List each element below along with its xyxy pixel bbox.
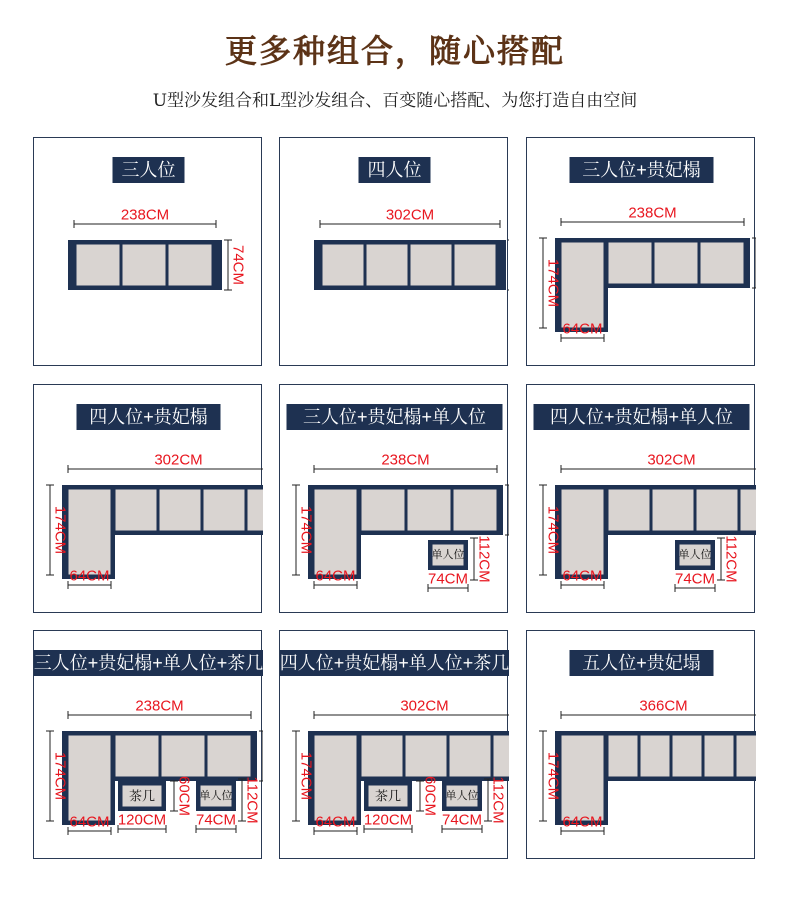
chaise-cushion (68, 489, 111, 575)
sofa-diagram (527, 385, 756, 614)
sofa-width-label: 302CM (647, 451, 696, 469)
combination-panel (279, 630, 508, 859)
chaise-cushion (68, 735, 111, 821)
combination-title: 三人位+贵妃榻 (582, 160, 701, 180)
combination-title: 四人位+贵妃榻 (89, 407, 208, 427)
combination-title: 五人位+贵妃塌 (582, 653, 701, 673)
single-width-label: 74CM (427, 570, 469, 588)
chaise-width-label: 64CM (562, 813, 603, 831)
chaise-cushion (561, 489, 604, 575)
combination-panel (526, 384, 755, 613)
single-seat-label: 单人位 (678, 549, 712, 561)
seat-cushion (207, 735, 251, 777)
coffee-table-label: 茶几 (374, 788, 402, 804)
seat-cushion (493, 735, 509, 777)
sofa-diagram (527, 631, 756, 860)
chaise-cushion (561, 735, 604, 821)
seat-cushion (247, 489, 263, 531)
seat-cushion (654, 242, 698, 284)
table-width-label: 120CM (117, 811, 167, 829)
sofa-width-label: 302CM (154, 451, 203, 469)
seat-cushion (407, 489, 451, 531)
combination-title: 四人位+贵妃榻+单人位 (549, 407, 734, 427)
seat-cushion (115, 735, 159, 777)
seat-cushion (76, 244, 120, 286)
single-width-label: 74CM (674, 570, 716, 588)
seat-cushion (405, 735, 447, 777)
seat-cushion (161, 735, 205, 777)
combination-title: 四人位 (367, 160, 422, 180)
sofa-width-label: 238CM (120, 206, 170, 224)
seat-cushion (700, 242, 744, 284)
seat-cushion (672, 735, 702, 777)
seat-cushion (736, 735, 756, 777)
seat-cushion (115, 489, 157, 531)
sofa-diagram (34, 385, 263, 614)
chaise-length-label: 174CM (544, 751, 562, 801)
seat-cushion (203, 489, 245, 531)
seat-cushion (122, 244, 166, 286)
chaise-cushion (314, 489, 357, 575)
chaise-length-label: 174CM (544, 258, 562, 308)
combination-panel (526, 137, 755, 366)
chaise-length-label: 174CM (51, 505, 69, 555)
chaise-width-label: 64CM (562, 567, 603, 585)
seat-cushion (740, 489, 756, 531)
combination-panel (33, 137, 262, 366)
seat-cushion (696, 489, 738, 531)
seat-cushion (453, 489, 497, 531)
chaise-length-label: 174CM (297, 505, 315, 555)
chaise-width-label: 64CM (315, 813, 356, 831)
seat-cushion (608, 489, 650, 531)
sofa-width-label: 302CM (385, 206, 435, 224)
sofa-width-label: 366CM (639, 697, 688, 715)
combination-panel (33, 384, 262, 613)
combination-title: 三人位 (121, 160, 176, 180)
single-width-label: 74CM (441, 811, 483, 829)
chaise-width-label: 64CM (562, 320, 603, 338)
seat-cushion (410, 244, 452, 286)
sofa-width-label: 238CM (628, 204, 677, 222)
sofa-diagram (280, 385, 509, 614)
chaise-length-label: 174CM (51, 751, 69, 801)
seat-cushion (366, 244, 408, 286)
sofa-width-label: 238CM (381, 451, 430, 469)
page-title: 更多种组合，随心搭配 (224, 32, 565, 70)
seat-cushion (608, 735, 638, 777)
seat-cushion (608, 242, 652, 284)
chaise-width-label: 64CM (315, 567, 356, 585)
seat-cushion (704, 735, 734, 777)
seat-cushion (322, 244, 364, 286)
seat-cushion (361, 489, 405, 531)
seat-cushion (454, 244, 496, 286)
chaise-length-label: 174CM (544, 505, 562, 555)
seat-cushion (159, 489, 201, 531)
single-depth-label: 112CM (722, 535, 740, 583)
chaise-length-label: 174CM (297, 751, 315, 801)
combination-title: 三人位+贵妃榻+单人位+茶几 (34, 653, 263, 673)
chaise-width-label: 64CM (69, 813, 110, 831)
seat-cushion (640, 735, 670, 777)
combination-panel (526, 630, 755, 859)
chaise-width-label: 64CM (69, 567, 110, 585)
single-seat-label: 单人位 (431, 549, 465, 561)
table-width-label: 120CM (363, 811, 413, 829)
sofa-diagram (280, 138, 509, 367)
combination-panel (279, 384, 508, 613)
seat-cushion (652, 489, 694, 531)
sofa-depth-label: 74CM (229, 244, 247, 286)
combination-panel (279, 137, 508, 366)
single-seat-label: 单人位 (199, 790, 233, 802)
chaise-cushion (561, 242, 604, 328)
sofa-diagram (34, 631, 263, 860)
combination-title: 三人位+贵妃榻+单人位 (302, 407, 487, 427)
single-depth-label: 112CM (489, 776, 507, 824)
coffee-table-label: 茶几 (128, 788, 156, 804)
combination-panel (33, 630, 262, 859)
sofa-diagram (527, 138, 756, 367)
chaise-cushion (314, 735, 357, 821)
single-width-label: 74CM (195, 811, 237, 829)
sofa-diagram (280, 631, 509, 860)
combination-title: 四人位+贵妃榻+单人位+茶几 (280, 653, 509, 673)
single-depth-label: 112CM (243, 776, 261, 824)
table-depth-label: 60CM (421, 775, 439, 817)
sofa-width-label: 238CM (135, 697, 184, 715)
single-seat-label: 单人位 (445, 790, 479, 802)
sofa-diagram (34, 138, 263, 367)
seat-cushion (168, 244, 212, 286)
table-depth-label: 60CM (175, 775, 193, 817)
page-subtitle: U型沙发组合和L型沙发组合、百变随心搭配、为您打造自由空间 (152, 91, 638, 111)
single-depth-label: 112CM (475, 535, 493, 583)
sofa-width-label: 302CM (400, 697, 449, 715)
seat-cushion (361, 735, 403, 777)
seat-cushion (449, 735, 491, 777)
